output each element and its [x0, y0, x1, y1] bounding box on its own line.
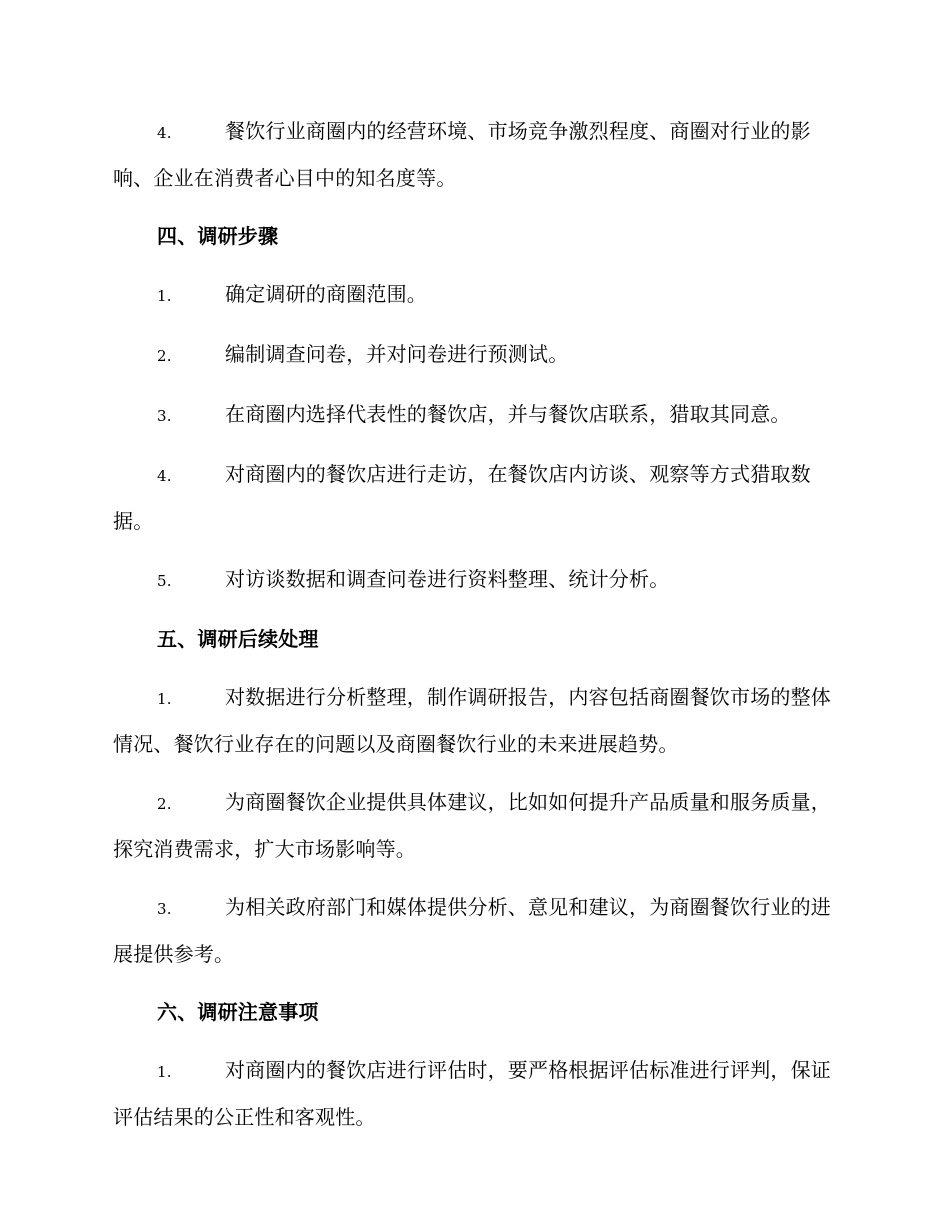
item-number: 1. [157, 287, 172, 305]
item-number: 2. [157, 795, 172, 813]
list-item [113, 675, 835, 767]
list-item [113, 272, 835, 319]
item-text: 为商圈餐饮企业提供具体建议，比如如何提升产品质量和服务质量，探究消费需求，扩大市场影响等。 [113, 790, 831, 861]
list-item [113, 392, 835, 439]
section-heading-followup: 五、调研后续处理 [157, 627, 319, 651]
item-text: 确定调研的商圈范围。 [225, 282, 427, 306]
list-item [113, 452, 835, 544]
list-item [113, 332, 835, 379]
item-number: 1. [157, 690, 172, 708]
item-number: 4. [157, 124, 172, 142]
item-text: 对商圈内的餐饮店进行评估时，要严格根据评估标准进行评判，保证评估结果的公正性和客观性。 [113, 1058, 831, 1129]
section-heading-steps: 四、调研步骤 [157, 224, 279, 248]
item-text: 在商圈内选择代表性的餐饮店，并与餐饮店联系，猎取其同意。 [225, 402, 791, 426]
item-text: 对访谈数据和调查问卷进行资料整理、统计分析。 [225, 567, 670, 591]
item-text: 餐饮行业商圈内的经营环境、市场竞争激烈程度、商圈对行业的影响、企业在消费者心目中的知名度等。 [113, 119, 811, 190]
list-item [113, 109, 835, 201]
item-text: 为相关政府部门和媒体提供分析、意见和建议，为商圈餐饮行业的进展提供参考。 [113, 895, 831, 966]
item-number: 3. [157, 900, 172, 918]
list-item [113, 1048, 835, 1140]
item-text: 对数据进行分析整理，制作调研报告，内容包括商圈餐饮市场的整体情况、餐饮行业存在的问题以及商圈餐饮行业的未来进展趋势。 [113, 685, 831, 756]
item-text: 对商圈内的餐饮店进行走访，在餐饮店内访谈、观察等方式猎取数据。 [113, 462, 811, 533]
item-number: 2. [157, 347, 172, 365]
list-item [113, 557, 835, 604]
section-heading-notes: 六、调研注意事项 [157, 1000, 319, 1024]
item-number: 5. [157, 572, 172, 590]
item-text: 编制调查问卷，并对问卷进行预测试。 [225, 342, 569, 366]
item-number: 3. [157, 407, 172, 425]
list-item [113, 885, 835, 977]
list-item [113, 780, 835, 872]
item-number: 1. [157, 1063, 172, 1081]
item-number: 4. [157, 467, 172, 485]
document-body [113, 109, 835, 1153]
